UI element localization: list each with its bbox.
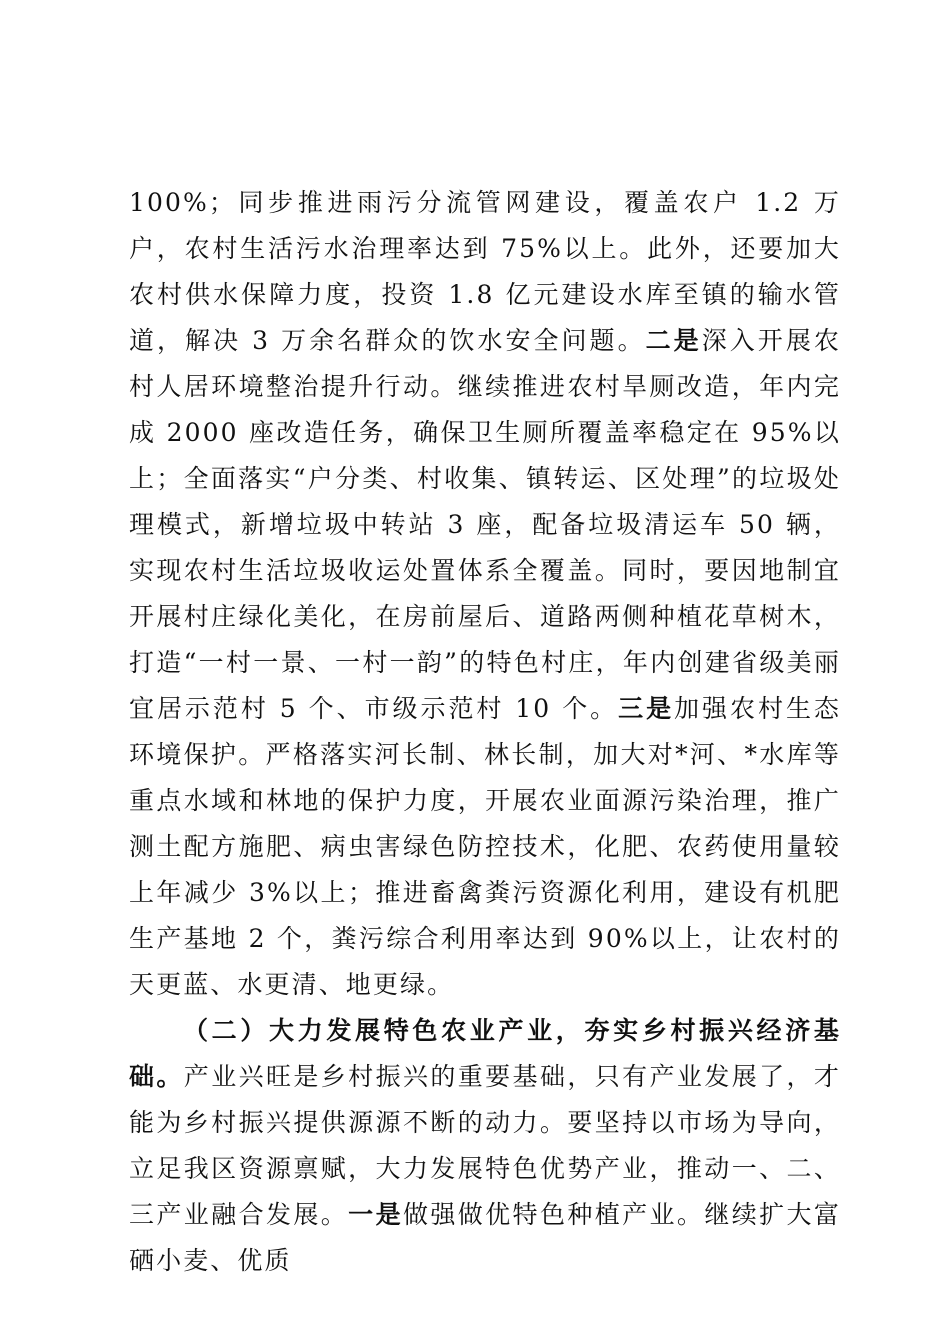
paragraph-rural-environment <box>129 180 841 1008</box>
section-heading: （二）大力发展特色农业产业，夯实乡村振兴经济基础。 <box>129 1016 841 1091</box>
point-three-lead: 三是 <box>618 694 675 723</box>
paragraph-text: 做强做优特色种植产业。继续扩大富硒小麦、优质 <box>129 1200 841 1275</box>
paragraph-text: 100%；同步推进雨污分流管网建设，覆盖农户 1.2 万户，农村生活污水治理率达到 75%以上。此外，还要加大农村供水保障力度，投资 1.8 亿元建设水库至镇的输水管道，解决 3 万余名群众的饮水安全问题。 <box>129 188 841 355</box>
point-one-lead: 一是 <box>348 1200 403 1229</box>
document-body <box>129 180 841 1284</box>
paragraph-text: 产业兴旺是乡村振兴的重要基础，只有产业发展了，才能为乡村振兴提供源源不断的动力。要坚持以市场为导向，立足我区资源禀赋，大力发展特色优势产业，推动一、二、三产业融合发展。 <box>129 1062 841 1229</box>
paragraph-text: 深入开展农村人居环境整治提升行动。继续推进农村旱厕改造，年内完成 2000 座改造任务，确保卫生厕所覆盖率稳定在 95%以上；全面落实“户分类、村收集、镇转运、区处理”的垃圾处理模式，新增垃圾中转站 3 座，配备垃圾清运车 50 辆，实现农村生活垃圾收运处置体系全覆盖。同时，要因地制宜开展村庄绿化美化，在房前屋后、道路两侧种植花草树木，打造“一村一景、一村一韵”的特色村庄，年内创建省级美丽宜居示范村 5 个、市级示范村 10 个。 <box>129 326 841 723</box>
point-two-lead: 二是 <box>645 326 702 355</box>
paragraph-agriculture-industry <box>129 1008 841 1284</box>
paragraph-text: 加强农村生态环境保护。严格落实河长制、林长制，加大对*河、*水库等重点水域和林地的保护力度，开展农业面源污染治理，推广测土配方施肥、病虫害绿色防控技术，化肥、农药使用量较上年减少 3%以上；推进畜禽粪污资源化利用，建设有机肥生产基地 2 个，粪污综合利用率达到 90%以上，让农村的天更蓝、水更清、地更绿。 <box>129 694 842 999</box>
